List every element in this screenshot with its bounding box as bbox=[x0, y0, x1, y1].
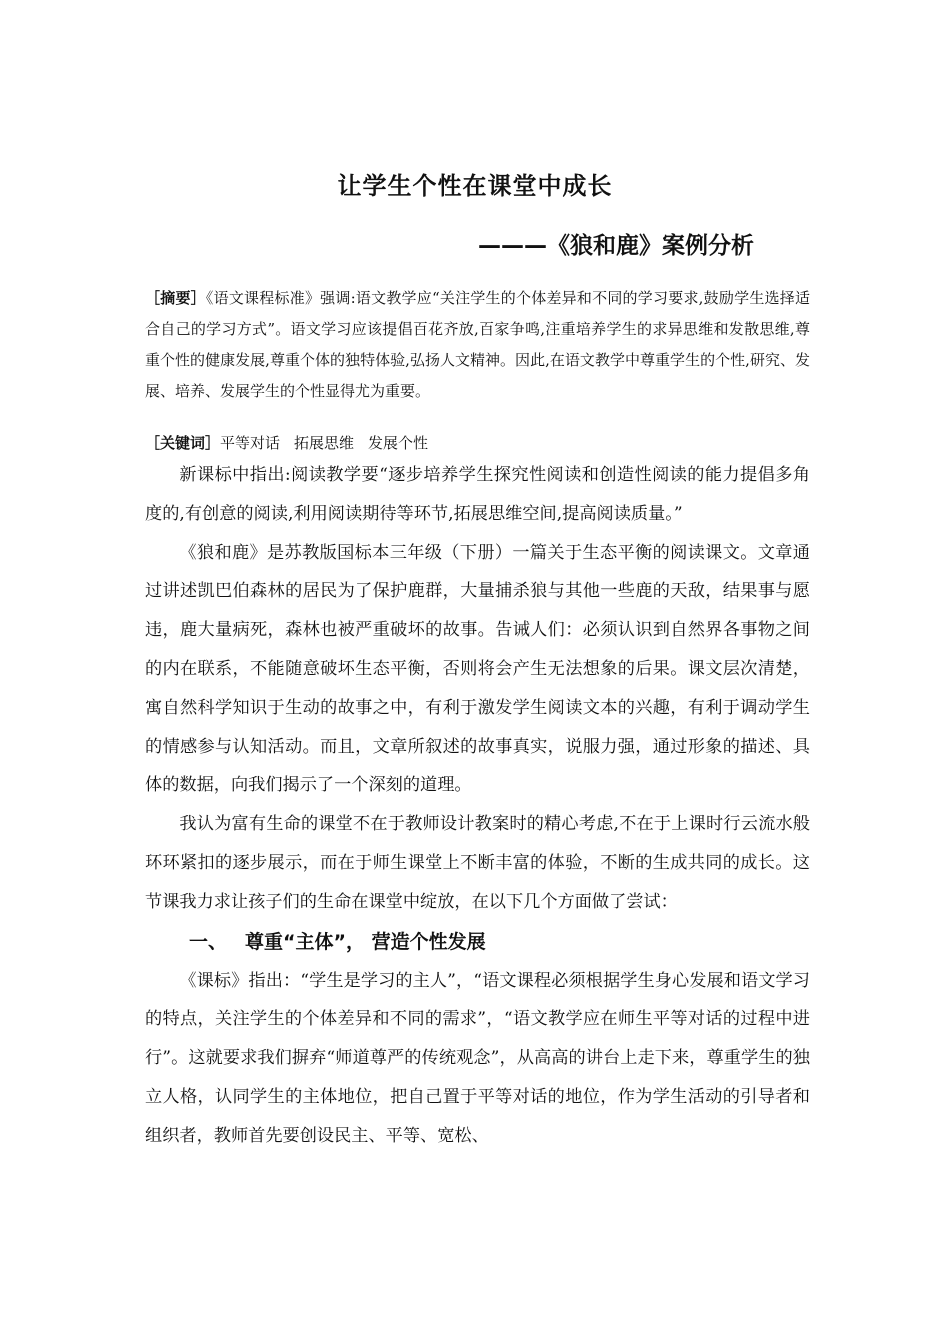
keyword: 拓展思维 bbox=[294, 434, 355, 452]
keyword: 平等对话 bbox=[220, 434, 281, 452]
section-heading bbox=[145, 922, 810, 962]
abstract-tag: ［摘要］ bbox=[145, 289, 206, 307]
document-subtitle: ———《狼和鹿》案例分析 bbox=[478, 233, 754, 259]
abstract bbox=[145, 283, 810, 407]
body-text bbox=[145, 456, 810, 1156]
section-number: 一、 bbox=[189, 930, 228, 953]
paragraph: 我认为富有生命的课堂不在于教师设计教案时的精心考虑,不在于上课时行云流水般环环紧扣的逐步展示，而在于师生课堂上不断丰富的体验，不断的生成共同的成长。这节课我力求让孩子们的生命在课堂中绽放，在以下几个方面做了尝试： bbox=[145, 814, 810, 912]
paragraph: 新课标中指出:阅读教学要“逐步培养学生探究性阅读和创造性阅读的能力提倡多角度的,有创意的阅读,利用阅读期待等环节,拓展思维空间,提高阅读质量。” bbox=[145, 465, 810, 524]
keywords-tag: ［关键词］ bbox=[145, 434, 221, 452]
keywords bbox=[145, 428, 810, 458]
document-title: 让学生个性在课堂中成长 bbox=[337, 172, 613, 200]
keyword: 发展个性 bbox=[368, 434, 429, 452]
abstract-text: 《语文课程标准》强调:语文教学应“关注学生的个体差异和不同的学习要求,鼓励学生选择适合自己的学习方式”。语文学习应该提倡百花齐放,百家争鸣,注重培养学生的求异思维和发散思维,尊重个性的健康发展,尊重个体的独特体验,弘扬人文精神。因此,在语文教学中尊重学生的个性,研究、发展、培养、发展学生的个性显得尤为重要。 bbox=[145, 289, 810, 400]
paragraph: 《课标》指出：“学生是学习的主人”，“语文课程必须根据学生身心发展和语文学习的特点，关注学生的个体差异和不同的需求”，“语文教学应在师生平等对话的过程中进行”。这就要求我们摒弃“师道尊严的传统观念”，从高高的讲台上走下来，尊重学生的独立人格，认同学生的主体地位，把自己置于平等对话的地位，作为学生活动的引导者和组织者，教师首先要创设民主、平等、宽松、 bbox=[145, 970, 810, 1146]
paragraph: 《狼和鹿》是苏教版国标本三年级（下册）一篇关于生态平衡的阅读课文。文章通过讲述凯巴伯森林的居民为了保护鹿群，大量捕杀狼与其他一些鹿的天敌，结果事与愿违，鹿大量病死，森林也被严重破坏的故事。告诫人们：必须认识到自然界各事物之间的内在联系，不能随意破坏生态平衡，否则将会产生无法想象的后果。课文层次清楚，寓自然科学知识于生动的故事之中，有利于激发学生阅读文本的兴趣，有利于调动学生的情感参与认知活动。而且，文章所叙述的故事真实，说服力强，通过形象的描述、具体的数据，向我们揭示了一个深刻的道理。 bbox=[145, 542, 810, 796]
section-title: 尊重“主体”， 营造个性发展 bbox=[245, 930, 486, 953]
